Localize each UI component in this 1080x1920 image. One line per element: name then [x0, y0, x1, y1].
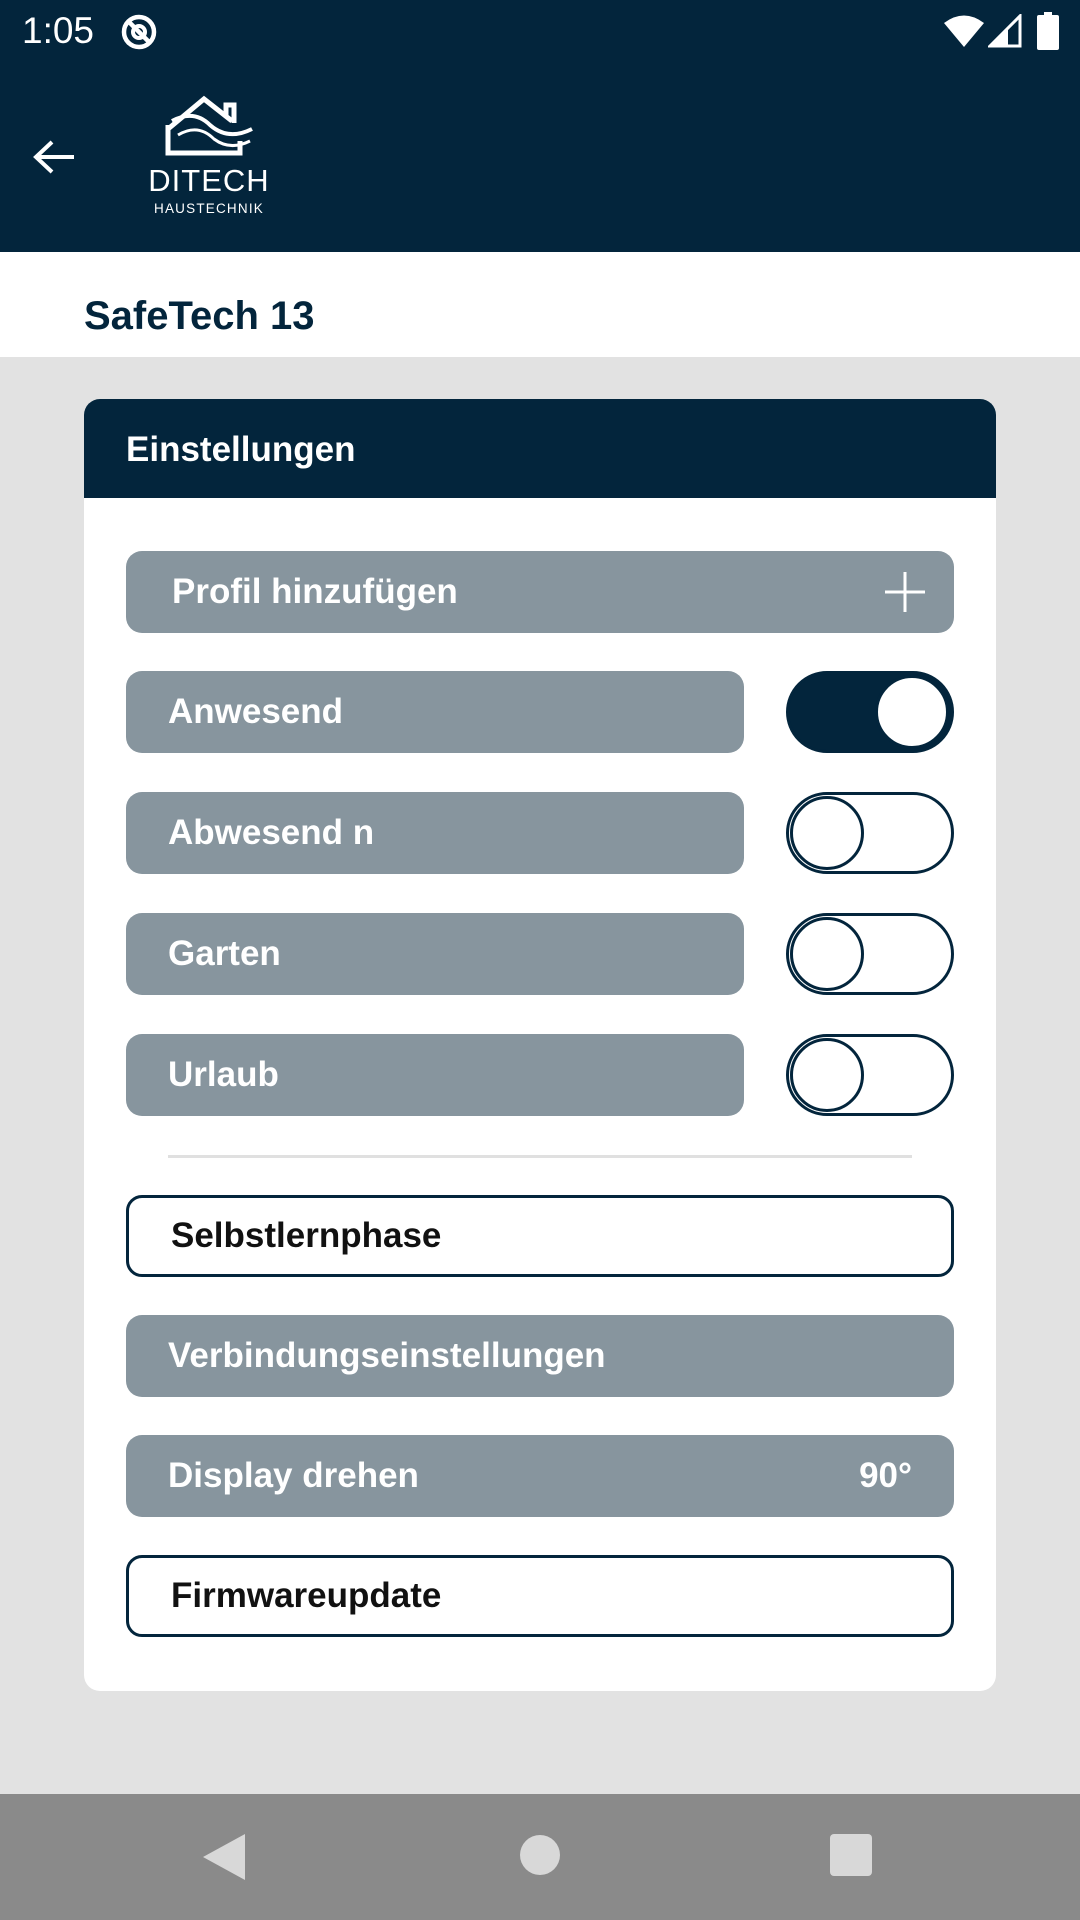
settings-card-title: Einstellungen: [126, 430, 356, 469]
connection-settings-label: Verbindungseinstellungen: [168, 1336, 606, 1375]
profile-label: Garten: [168, 934, 281, 973]
add-profile-label: Profil hinzufügen: [172, 572, 458, 611]
navigation-bar: [0, 1794, 1080, 1920]
battery-icon: [1037, 12, 1059, 50]
arrow-left-icon: [32, 139, 76, 175]
sync-icon: [119, 12, 159, 52]
profile-label: Urlaub: [168, 1055, 279, 1094]
nav-home-icon[interactable]: [520, 1835, 560, 1875]
toggle-knob: [790, 796, 864, 870]
plus-icon: [883, 570, 927, 614]
toggle-knob: [790, 1038, 864, 1112]
back-button[interactable]: [26, 133, 82, 181]
profile-toggle-anwesend[interactable]: [786, 671, 954, 753]
rotate-display-button[interactable]: [126, 1435, 954, 1517]
wifi-icon: [944, 14, 984, 48]
title-bar: [0, 252, 1080, 357]
toggle-knob: [875, 675, 949, 749]
nav-back-icon[interactable]: [201, 1832, 247, 1882]
rotate-display-value: 90°: [859, 1456, 912, 1495]
self-learning-button[interactable]: [126, 1195, 954, 1277]
firmware-update-button[interactable]: [126, 1555, 954, 1637]
firmware-update-label: Firmwareupdate: [171, 1576, 442, 1615]
rotate-display-label: Display drehen: [168, 1456, 419, 1495]
logo-sub-text: HAUSTECHNIK: [154, 201, 264, 216]
profile-item-anwesend[interactable]: [126, 671, 744, 753]
profile-toggle-abwesend[interactable]: [786, 792, 954, 874]
status-bar: [0, 0, 1080, 63]
status-time: 1:05: [22, 10, 95, 51]
divider: [168, 1155, 912, 1158]
settings-card-header: [84, 399, 996, 498]
app-bar: [0, 63, 1080, 252]
house-logo-icon: [144, 95, 274, 165]
toggle-knob: [790, 917, 864, 991]
profile-item-abwesend[interactable]: [126, 792, 744, 874]
page-title: SafeTech 13: [84, 294, 315, 338]
profile-item-urlaub[interactable]: [126, 1034, 744, 1116]
profile-label: Abwesend n: [168, 813, 375, 852]
self-learning-label: Selbstlernphase: [171, 1216, 442, 1255]
ditech-logo: [144, 95, 274, 220]
profile-toggle-garten[interactable]: [786, 913, 954, 995]
profile-toggle-urlaub[interactable]: [786, 1034, 954, 1116]
settings-card: [84, 399, 996, 1691]
logo-brand-text: DITECH: [148, 163, 270, 198]
profile-item-garten[interactable]: [126, 913, 744, 995]
add-profile-button[interactable]: [126, 551, 954, 633]
signal-icon: [988, 14, 1022, 48]
nav-recents-icon[interactable]: [830, 1834, 872, 1876]
profile-label: Anwesend: [168, 692, 344, 731]
connection-settings-button[interactable]: [126, 1315, 954, 1397]
